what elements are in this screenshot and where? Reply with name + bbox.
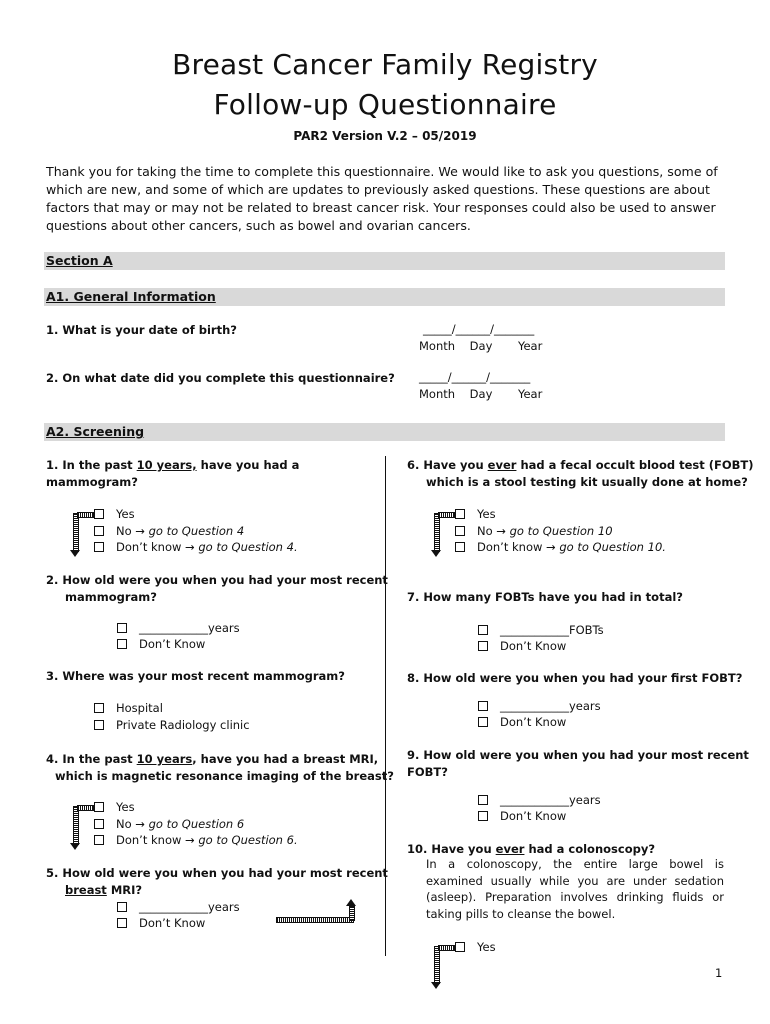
skip-arrow-icon <box>434 946 440 984</box>
checkbox[interactable] <box>94 802 104 812</box>
completion-date-labels: Month Day Year <box>419 387 543 401</box>
checkbox[interactable] <box>117 902 127 912</box>
skip-arrow-tail-icon <box>77 805 94 811</box>
checkbox[interactable] <box>478 717 488 727</box>
arrow-right-icon: → <box>185 540 195 554</box>
checkbox[interactable] <box>478 795 488 805</box>
arrow-right-icon: → <box>185 833 195 847</box>
checkbox[interactable] <box>94 703 104 713</box>
a2-q5-text: 5. How old were you when you had your most recent breast MRI? <box>46 866 388 897</box>
a2-q3-option-private-clinic[interactable]: Private Radiology clinic <box>94 717 250 734</box>
dob-input[interactable]: _____/______/_______ <box>423 322 535 336</box>
a2-q10-note: In a colonoscopy, the entire large bowel is examined usually while you are under sedation (asleep). Preparation involves drinking fluids or taking pills to cleanse the bowel. <box>426 857 724 921</box>
skip-arrow-icon <box>434 513 440 552</box>
a1-heading: A1. General Information <box>46 289 216 304</box>
continue-arrow-icon <box>276 917 354 923</box>
a2-q1-option-dont-know[interactable]: Don’t know → go to Question 4. <box>94 539 298 556</box>
skip-arrow-tail-icon <box>438 512 455 518</box>
skip-arrow-icon <box>73 806 79 845</box>
completion-date-input[interactable]: _____/______/_______ <box>419 370 531 384</box>
checkbox[interactable] <box>94 542 104 552</box>
skip-arrow-tail-icon <box>77 512 94 518</box>
a2-q1-text: 1. In the past 10 years, have you had a mammogram? <box>46 458 300 489</box>
a2-q7-fobts-input[interactable]: ____________FOBTs <box>478 622 604 639</box>
skip-arrow-icon <box>73 513 79 552</box>
a2-q5-years-input[interactable]: ____________years <box>117 899 240 916</box>
a2-q2-dont-know[interactable]: Don’t Know <box>117 636 205 653</box>
continue-arrow-up-icon <box>349 906 355 921</box>
checkbox[interactable] <box>94 819 104 829</box>
skip-arrow-tail-icon <box>438 945 455 951</box>
a2-q1-option-no[interactable]: No → go to Question 4 <box>94 523 244 540</box>
a2-q6-text: 6. Have you ever had a fecal occult blood test (FOBT) which is a stool testing kit usually done at home? <box>407 458 754 489</box>
a2-q4-option-dont-know[interactable]: Don’t know → go to Question 6. <box>94 832 298 849</box>
a1-q1-text: 1. What is your date of birth? <box>46 323 237 337</box>
arrow-right-icon: → <box>135 817 145 831</box>
checkbox[interactable] <box>455 942 465 952</box>
dob-labels: Month Day Year <box>419 339 543 353</box>
a2-q4-option-no[interactable]: No → go to Question 6 <box>94 816 244 833</box>
checkbox[interactable] <box>455 542 465 552</box>
checkbox[interactable] <box>478 701 488 711</box>
a2-q8-text: 8. How old were you when you had your first FOBT? <box>407 671 743 685</box>
a2-q6-option-yes[interactable]: Yes <box>455 506 496 523</box>
arrow-down-icon <box>70 550 80 557</box>
a2-q6-option-dont-know[interactable]: Don’t know → go to Question 10. <box>455 539 666 556</box>
a2-q3-option-hospital[interactable]: Hospital <box>94 700 163 717</box>
page-number: 1 <box>715 966 723 980</box>
checkbox[interactable] <box>478 641 488 651</box>
checkbox[interactable] <box>478 625 488 635</box>
a2-q3-text: 3. Where was your most recent mammogram? <box>46 669 345 683</box>
arrow-down-icon <box>70 843 80 850</box>
arrow-right-icon: → <box>546 540 556 554</box>
a2-q10-text: 10. Have you ever had a colonoscopy? <box>407 842 655 856</box>
intro-paragraph: Thank you for taking the time to complete this questionnaire. We would like to ask you questions, some of which are new, and some of which are updates to previously asked questions. These questions are about factors that may or may not be related to breast cancer risk. Your responses could also be used to answer questions about other cancers, such as bowel and ovarian cancers. <box>46 164 718 233</box>
checkbox[interactable] <box>117 918 127 928</box>
arrow-down-icon <box>431 550 441 557</box>
checkbox[interactable] <box>117 639 127 649</box>
a2-q6-option-no[interactable]: No → go to Question 10 <box>455 523 613 540</box>
section-a-heading: Section A <box>46 253 113 268</box>
a2-q9-text: 9. How old were you when you had your most recent FOBT? <box>407 748 749 779</box>
a2-q7-text: 7. How many FOBTs have you had in total? <box>407 590 683 604</box>
a2-q5-dont-know[interactable]: Don’t Know <box>117 915 205 932</box>
checkbox[interactable] <box>117 623 127 633</box>
a2-q7-dont-know[interactable]: Don’t Know <box>478 638 566 655</box>
version-label: PAR2 Version V.2 – 05/2019 <box>293 129 477 143</box>
checkbox[interactable] <box>94 526 104 536</box>
a2-q9-years-input[interactable]: ____________years <box>478 792 601 809</box>
a1-q2-text: 2. On what date did you complete this questionnaire? <box>46 371 395 385</box>
arrow-down-icon <box>431 982 441 989</box>
arrow-right-icon: → <box>496 524 506 538</box>
checkbox[interactable] <box>455 509 465 519</box>
a2-q4-text: 4. In the past 10 years, have you had a breast MRI, which is magnetic resonance imaging of the breast? <box>46 752 394 783</box>
a2-q10-option-yes[interactable]: Yes <box>455 939 496 956</box>
a2-q4-option-yes[interactable]: Yes <box>94 799 135 816</box>
a2-q2-text: 2. How old were you when you had your most recent mammogram? <box>46 573 388 604</box>
a2-heading: A2. Screening <box>46 424 145 439</box>
section-a-bar <box>44 252 725 270</box>
checkbox[interactable] <box>94 720 104 730</box>
checkbox[interactable] <box>455 526 465 536</box>
a2-q1-option-yes[interactable]: Yes <box>94 506 135 523</box>
checkbox[interactable] <box>94 509 104 519</box>
document-title-line2: Follow-up Questionnaire <box>213 88 557 121</box>
a2-bar <box>44 423 725 441</box>
arrow-up-icon <box>346 899 356 906</box>
a2-q2-years-input[interactable]: ____________years <box>117 620 240 637</box>
a2-q8-years-input[interactable]: ____________years <box>478 698 601 715</box>
arrow-right-icon: → <box>135 524 145 538</box>
a1-bar <box>44 288 725 306</box>
checkbox[interactable] <box>94 835 104 845</box>
a2-q9-dont-know[interactable]: Don’t Know <box>478 808 566 825</box>
document-title-line1: Breast Cancer Family Registry <box>172 48 598 81</box>
checkbox[interactable] <box>478 811 488 821</box>
a2-q8-dont-know[interactable]: Don’t Know <box>478 714 566 731</box>
